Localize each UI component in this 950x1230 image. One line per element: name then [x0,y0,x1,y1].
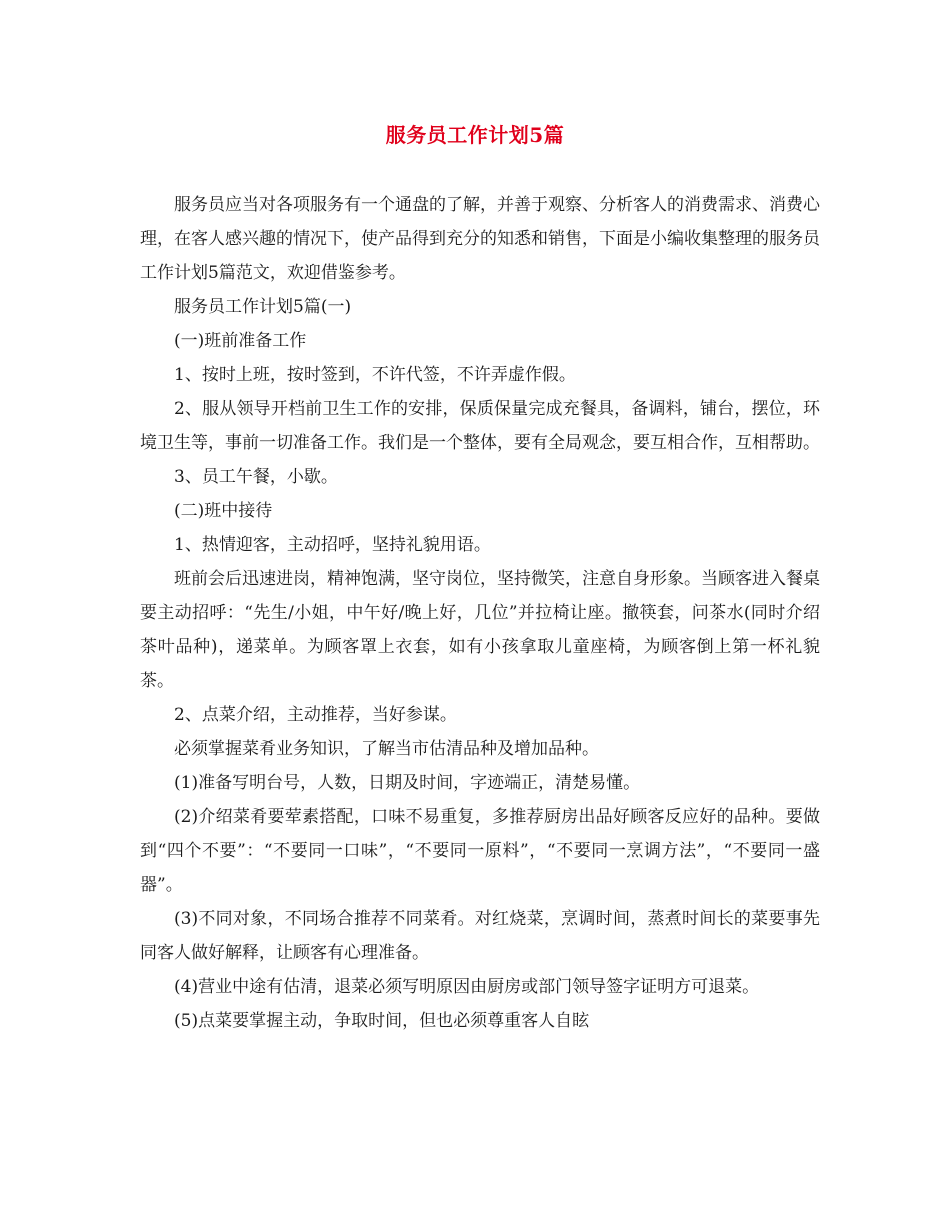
paragraph-subitem: (5)点菜要掌握主动，争取时间，但也必须尊重客人自眩 [174,1011,590,1031]
paragraph-intro: 服务员应当对各项服务有一个通盘的了解，并善于观察、分析客人的消费需求、消费心理，在客人感兴趣的情况下，使产品得到充分的知悉和销售，下面是小编收集整理的服务员工作计划5篇范文，欢迎借鉴参考。 [140,195,820,283]
paragraph-item: 1、热情迎客，主动招呼，坚持礼貌用语。 [174,535,491,555]
document-title: 服务员工作计划5篇 [385,123,565,147]
paragraph-text: 班前会后迅速进岗，精神饱满，坚守岗位，坚持微笑，注意自身形象。当顾客进入餐桌要主动招呼：“先生/小姐，中午好/晚上好，几位”并拉椅让座。撤筷套，问茶水(同时介绍茶叶品种)，递菜单。为顾客罩上衣套，如有小孩拿取儿童座椅，为顾客倒上第一杯礼貌茶。 [140,569,820,691]
paragraph-item: 2、服从领导开档前卫生工作的安排，保质保量完成充餐具，备调料，铺台，摆位，环境卫生等，事前一切准备工作。我们是一个整体，要有全局观念，要互相合作，互相帮助。 [140,399,820,453]
paragraph-item: 3、员工午餐，小歇。 [174,467,338,487]
paragraph-text: 必须掌握菜肴业务知识，了解当市估清品种及增加品种。 [174,739,599,759]
paragraph-subitem: (1)准备写明台号，人数，日期及时间，字迹端正，清楚易懂。 [174,773,641,793]
paragraph-item: 1、按时上班，按时签到，不许代签，不许弄虚作假。 [174,365,576,385]
paragraph-subitem: (2)介绍菜肴要荤素搭配，口味不易重复，多推荐厨房出品好顾客反应好的品种。要做到“四个不要”：“不要同一口味”，“不要同一原料”，“不要同一烹调方法”，“不要同一盛器”。 [140,807,820,895]
paragraph-item: 2、点菜介绍，主动推荐，当好参谋。 [174,705,457,725]
paragraph-section-heading: 服务员工作计划5篇(一) [174,297,352,317]
paragraph-subitem: (3)不同对象，不同场合推荐不同菜肴。对红烧菜，烹调时间，蒸煮时间长的菜要事先同客人做好解释，让顾客有心理准备。 [140,909,820,963]
paragraph-subheading-2: (二)班中接待 [174,501,273,521]
document-body [140,188,820,1038]
paragraph-subheading-1: (一)班前准备工作 [174,331,307,351]
paragraph-subitem: (4)营业中途有估清，退菜必须写明原因由厨房或部门领导签字证明方可退菜。 [174,977,760,997]
